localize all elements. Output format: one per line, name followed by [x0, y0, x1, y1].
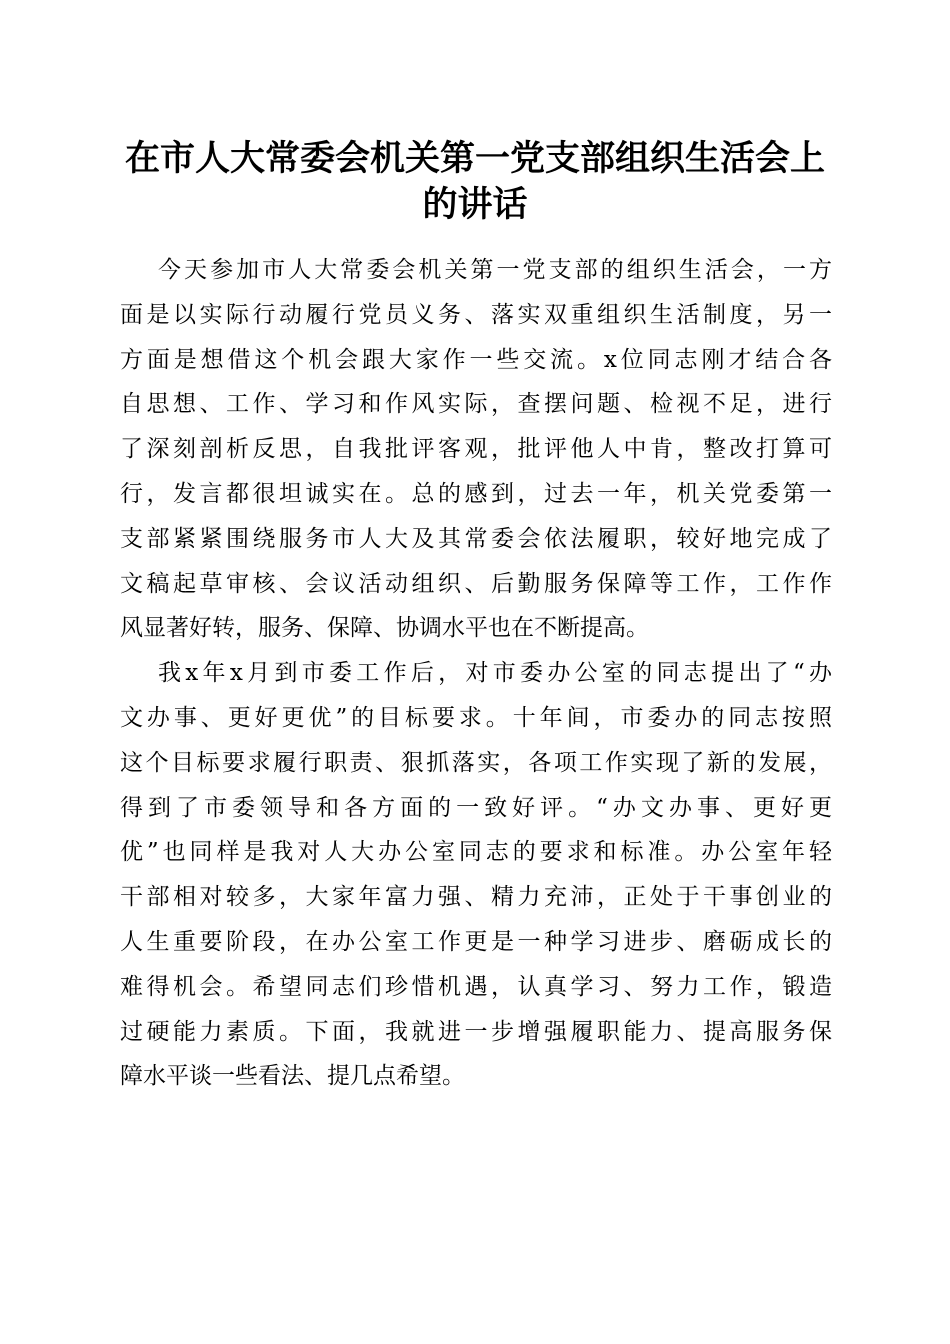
title-line-1: 在市人大常委会机关第一党支部组织生活会上	[124, 138, 825, 179]
paragraph-2	[120, 651, 832, 1099]
paragraph-line: 人生重要阶段，在办公室工作更是一种学习进步、磨砺成长的	[120, 928, 832, 955]
document-body	[120, 248, 832, 1099]
paragraph-line: 风显著好转，服务、保障、协调水平也在不断提高。	[120, 615, 649, 642]
paragraph-line: 过硬能力素质。下面，我就进一步增强履职能力、提高服务保	[120, 1018, 832, 1045]
paragraph-line: 障水平谈一些看法、提几点希望。	[120, 1063, 465, 1090]
paragraph-line: 面是以实际行动履行党员义务、落实双重组织生活制度，另一	[120, 301, 832, 328]
paragraph-line: 干部相对较多，大家年富力强、精力充沛，正处于干事创业的	[120, 884, 832, 911]
paragraph-line: 这个目标要求履行职责、狠抓落实，各项工作实现了新的发展，	[120, 749, 832, 776]
paragraph-line: 难得机会。希望同志们珍惜机遇，认真学习、努力工作，锻造	[120, 973, 832, 1000]
paragraph-line: 我x年x月到市委工作后，对市委办公室的同志提出了“办	[158, 660, 832, 687]
paragraph-line: 优”也同样是我对人大办公室同志的要求和标准。办公室年轻	[120, 839, 832, 866]
paragraph-line: 支部紧紧围绕服务市人大及其常委会依法履职，较好地完成了	[120, 525, 832, 552]
document-title	[100, 136, 850, 228]
paragraph-line: 方面是想借这个机会跟大家作一些交流。x位同志刚才结合各	[120, 346, 832, 373]
paragraph-line: 了深刻剖析反思，自我批评客观，批评他人中肯，整改打算可	[120, 436, 832, 463]
paragraph-line: 得到了市委领导和各方面的一致好评。“办文办事、更好更	[120, 794, 832, 821]
paragraph-line: 文稿起草审核、会议活动组织、后勤服务保障等工作，工作作	[120, 570, 832, 597]
paragraph-line: 今天参加市人大常委会机关第一党支部的组织生活会，一方	[158, 257, 832, 283]
paragraph-line: 自思想、工作、学习和作风实际，查摆问题、检视不足，进行	[120, 391, 832, 418]
title-line-2: 的讲话	[422, 184, 528, 225]
paragraph-line: 文办事、更好更优”的目标要求。十年间，市委办的同志按照	[120, 704, 832, 731]
paragraph-line: 行，发言都很坦诚实在。总的感到，过去一年，机关党委第一	[120, 480, 832, 507]
paragraph-1	[120, 248, 832, 651]
